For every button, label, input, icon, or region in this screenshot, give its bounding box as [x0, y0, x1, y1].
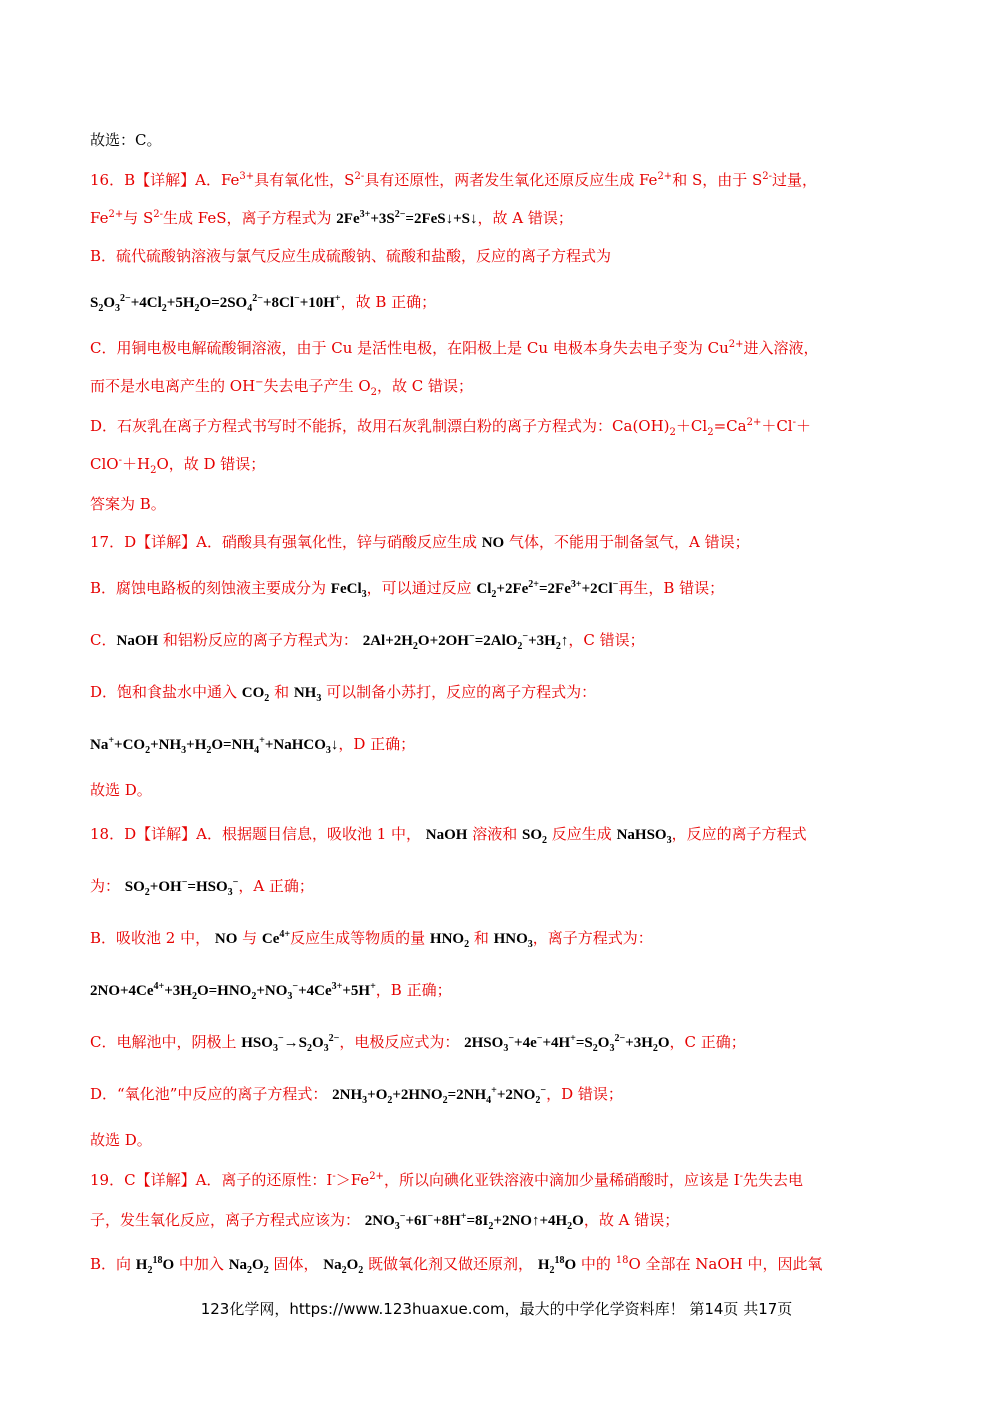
text-line: B．吸收池 2 中， NO 与 $Ce^{4+}$反应生成等物质的量 $HNO_2$ 和 $HNO_3$，离子方程式为： — [90, 929, 653, 950]
text-line: 19．C【详解】A．离子的还原性：$I^->Fe^{2+}$，所以向碘化亚铁溶液中滴加少量稀硝酸时，应该是 I-先失去电 — [90, 1171, 804, 1189]
text-line: 17．D【详解】A．硝酸具有强氧化性，锌与硝酸反应生成 NO 气体，不能用于制备氢气，A 错误； — [90, 533, 750, 551]
text-line: B．硫代硫酸钠溶液与氯气反应生成硫酸钠、硫酸和盐酸，反应的离子方程式为 — [90, 247, 612, 265]
text-line: D．“氧化池”中反应的离子方程式： $2NH_3+O_2+2HNO_2=2NH_4^++2NO_2^-$，D 错误； — [90, 1085, 623, 1106]
text-line: D．石灰乳在离子方程式书写时不能拆，故用石灰乳制漂白粉的离子方程式为：$Ca(OH)_2+Cl_2=Ca^{2+}+Cl^-+$ — [90, 417, 812, 438]
text-line: 故选 D。 — [90, 1131, 152, 1149]
text-line: C．NaOH 和铝粉反应的离子方程式为： $2Al+2H_2O+2OH^-=2AlO_2^-+3H_2↑$，C 错误； — [90, 631, 645, 652]
text-line: 答案为 B。 — [90, 495, 166, 513]
text-line: C．用铜电极电解硫酸铜溶液，由于 Cu 是活性电极，在阳极上是 Cu 电极本身失去电子变为 $Cu^{2+}$进入溶液， — [90, 339, 819, 357]
text-line: $2NO+4Ce^{4+}+3H_2O=HNO_2+NO_3^-+4Ce^{3+}+5H^+$，B 正确； — [90, 981, 452, 1002]
text-line: B．向 $H_2^{18}O$ 中加入 $Na_2O_2$ 固体， $Na_2O_2$ 既做氧化剂又做还原剂， $H_2^{18}O$ 中的 $^{18}$O 全部在 NaOH 中，因此氧 — [90, 1255, 823, 1276]
text-line: C．电解池中，阴极上 $HSO_3^-\to S_2O_3^{2-}$，电极反应式为： $2HSO_3^-+4e^-+4H^+=S_2O_3^{2-}+3H_2O$，C 正确； — [90, 1033, 746, 1054]
text-line: $S_2O_3^{2-}+4Cl_2+5H_2O=2SO_4^{2-}+8Cl^-+10H^+$，故 B 正确； — [90, 293, 437, 314]
text-line: $Fe^{2+}$与 $S^{2-}$生成 FeS，离子方程式为 $2Fe^{3+}+3S^{2-}=2FeS↓+S↓$，故 A 错误； — [90, 209, 573, 227]
text-line: 故选 D。 — [90, 781, 152, 799]
text-line: 故选：C。 — [90, 131, 162, 149]
text-line: 18．D【详解】A．根据题目信息，吸收池 1 中， NaOH 溶液和 $SO_2$ 反应生成 NaHSO$_3$，反应的离子方程式 — [90, 825, 807, 846]
text-line: 为： $SO_2+OH^-=HSO_3^-$，A 正确； — [90, 877, 314, 898]
text-line: D．饱和食盐水中通入 $CO_2$ 和 $NH_3$ 可以制备小苏打，反应的离子方程式为： — [90, 683, 597, 704]
text-line: 子，发生氧化反应，离子方程式应该为： $2NO_3^-+6I^-+8H^+=8I_2+2NO↑+4H_2O$，故 A 错误； — [90, 1211, 680, 1232]
text-line: $ClO^-+H_2O$，故 D 错误； — [90, 455, 266, 476]
page-footer: 123化学网，https://www.123huaxue.com，最大的中学化学资料库！ 第14页 共17页 — [200, 1300, 793, 1318]
text-line: 而不是水电离产生的 OH−失去电子产生 $O_2$，故 C 错误； — [90, 377, 474, 398]
text-line: $Na^++CO_2+NH_3+H_2O=NH_4^++NaHCO_3↓$，D 正确； — [90, 735, 416, 756]
text-line: B．腐蚀电路板的刻蚀液主要成分为 FeCl$_3$，可以通过反应 $Cl_2+2Fe^{2+}=2Fe^{3+}+2Cl^-$再生，B 错误； — [90, 579, 725, 600]
text-line: 16．B【详解】A．$Fe^{3+}$具有氧化性，$S^{2-}$具有还原性，两者发生氧化还原反应生成 $Fe^{2+}$和 S，由于 $S^{2-}$过量， — [90, 171, 818, 189]
